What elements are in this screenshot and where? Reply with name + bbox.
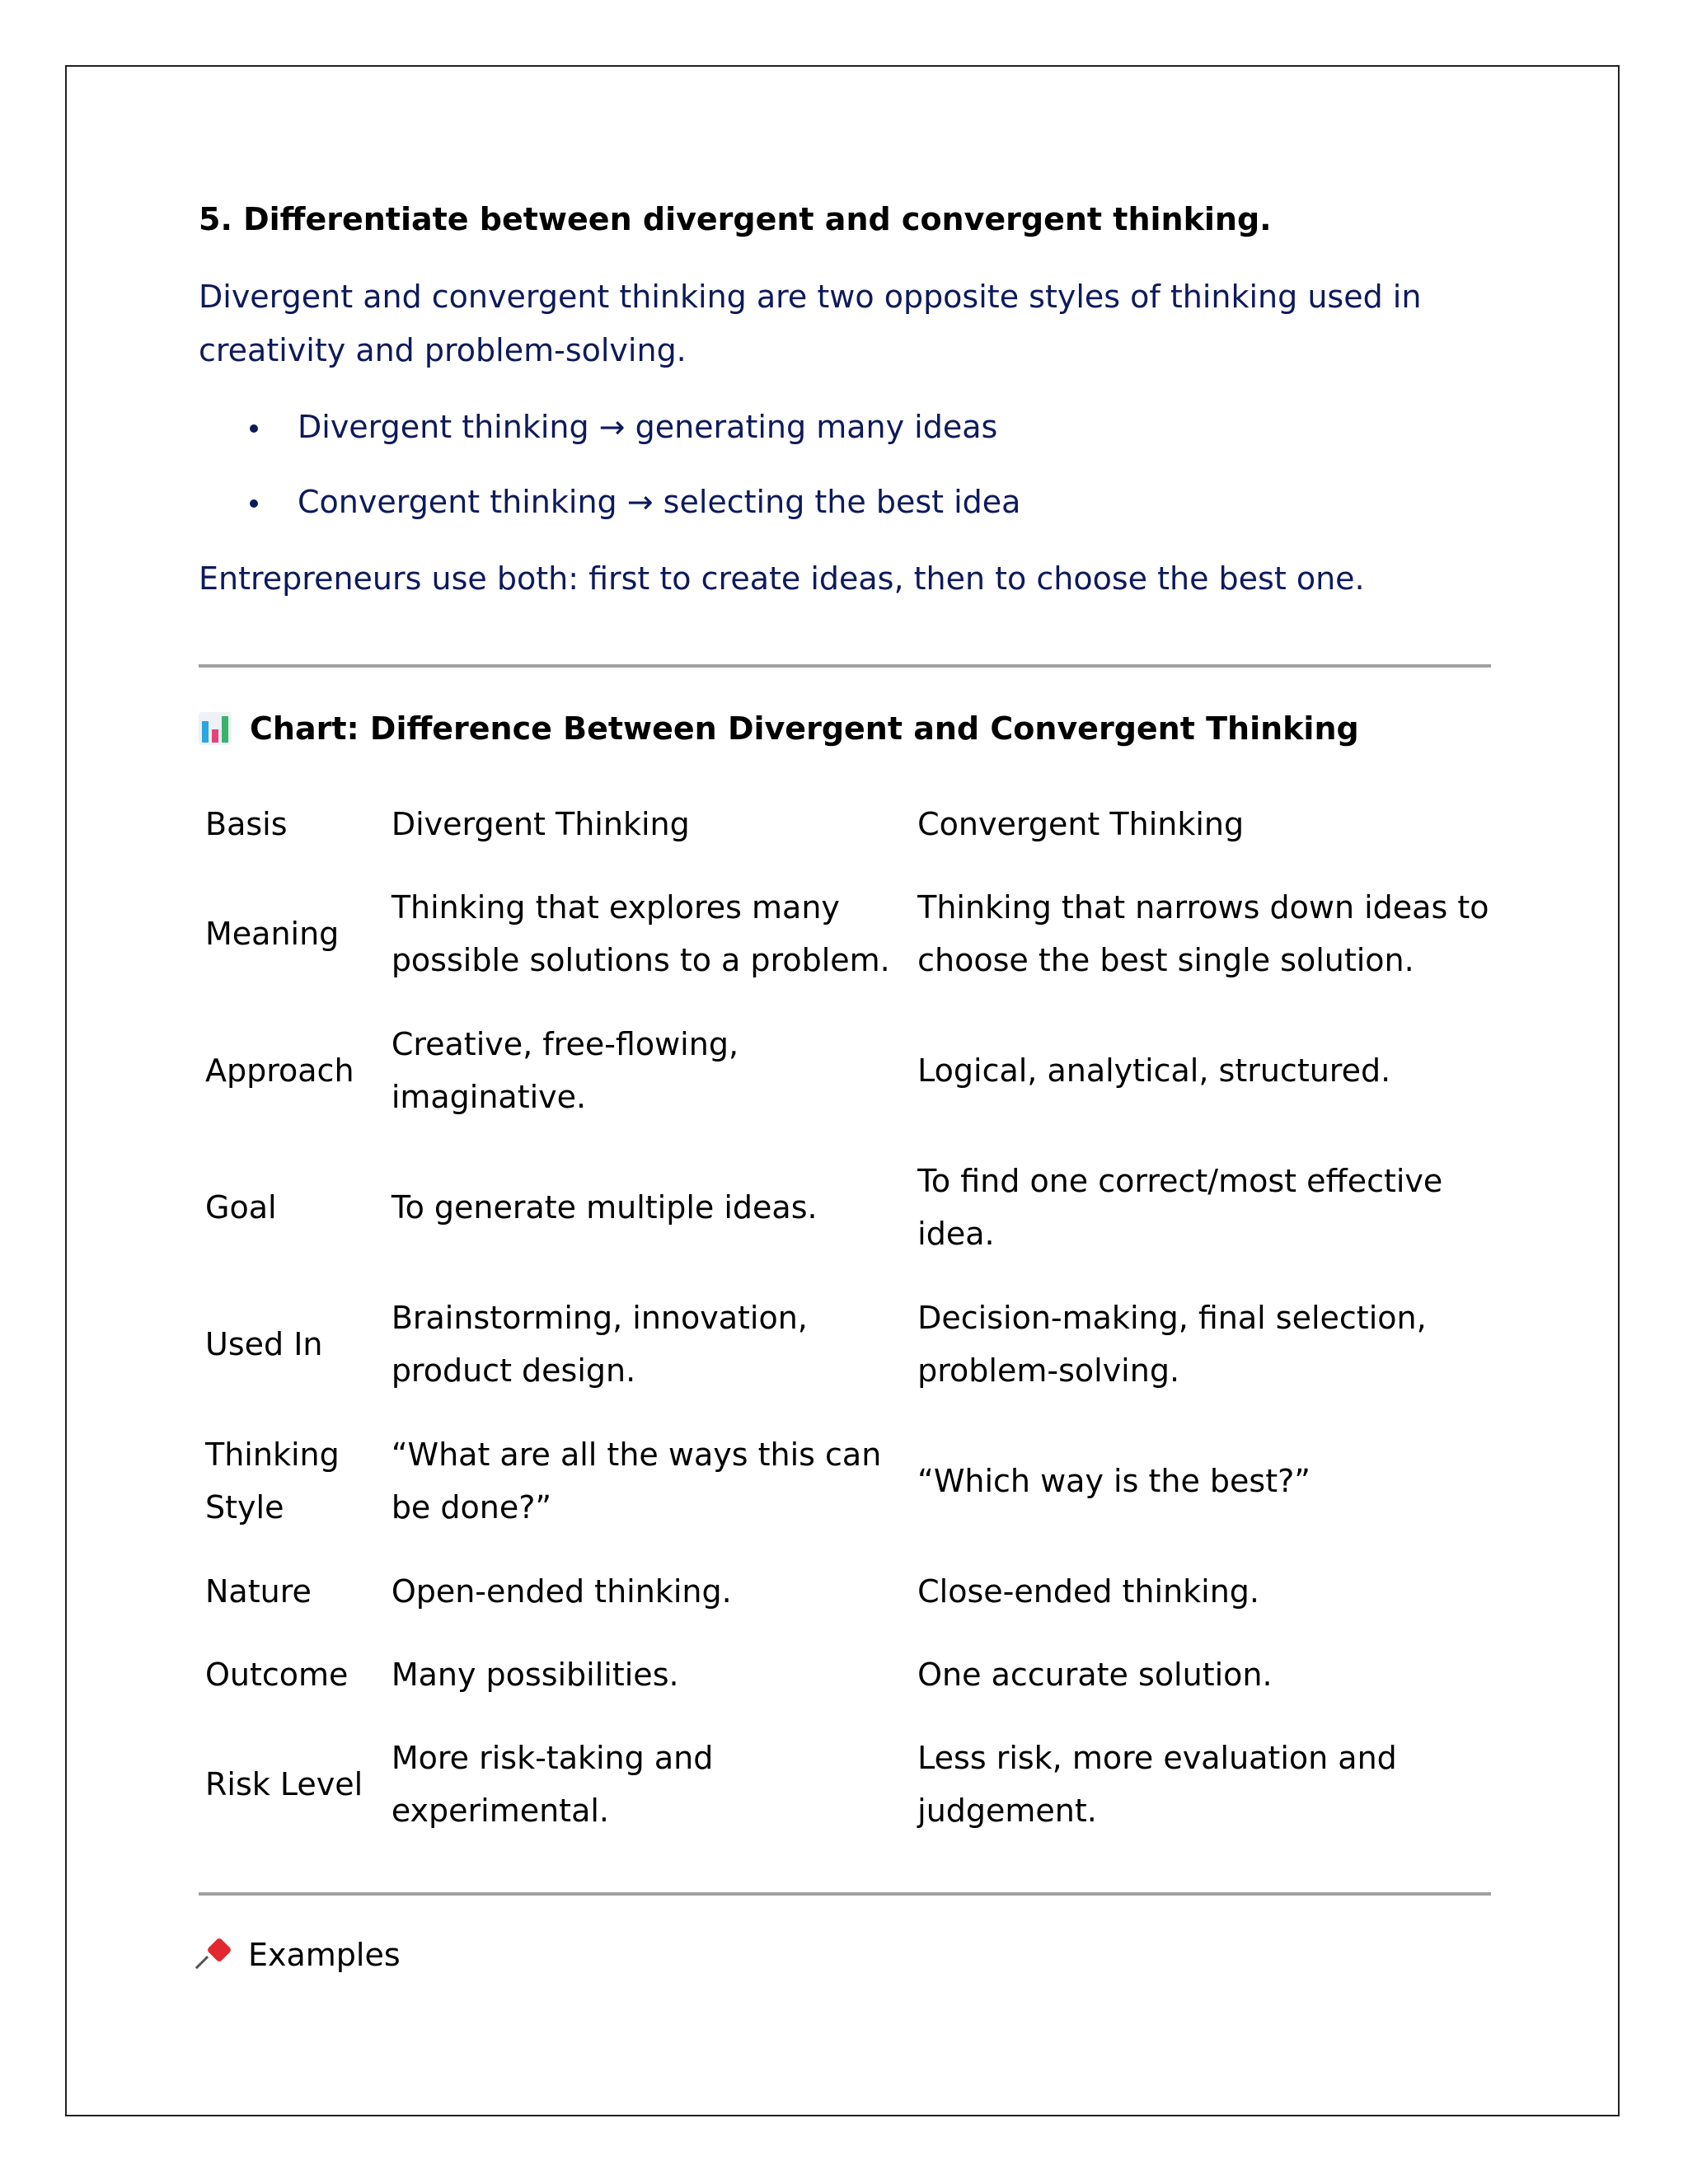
table-cell: Used In: [205, 1326, 323, 1362]
pushpin-icon: [199, 1939, 232, 1972]
table-row: [199, 1633, 1493, 1716]
table-row: [199, 1276, 1493, 1413]
table-cell: To generate multiple ideas.: [391, 1189, 818, 1226]
table-row: [199, 1549, 1493, 1633]
intro-paragraph: Divergent and convergent thinking are two opposite styles of thinking used in creativity and problem-solving.: [199, 279, 1422, 368]
table-cell: Decision-making, final selection, problem-solving.: [917, 1300, 1427, 1389]
table-cell: More risk-taking and experimental.: [391, 1740, 714, 1829]
table-cell: Thinking that explores many possible solutions to a problem.: [391, 889, 890, 978]
header-cell: Basis: [205, 806, 288, 842]
closing-paragraph: Entrepreneurs use both: first to create ideas, then to choose the best one.: [199, 560, 1365, 597]
table-cell: Creative, free-flowing, imaginative.: [391, 1026, 739, 1115]
table-row: [199, 1002, 1493, 1139]
divider: [199, 664, 1491, 668]
table-cell: Brainstorming, innovation, product design.: [391, 1300, 808, 1389]
table-cell: Many possibilities.: [391, 1656, 679, 1693]
comparison-table: [199, 783, 1493, 1853]
table-row: [199, 865, 1493, 1002]
list-item: Divergent thinking → generating many ideas: [199, 401, 1020, 454]
table-cell: Thinking that narrows down ideas to choose the best single solution.: [917, 889, 1489, 978]
table-cell: Goal: [205, 1189, 277, 1226]
divider: [199, 1892, 1491, 1896]
examples-label: Examples: [248, 1937, 401, 1973]
table-cell: Less risk, more evaluation and judgement.: [917, 1740, 1397, 1829]
table-cell: Close-ended thinking.: [917, 1572, 1260, 1610]
list-item: Convergent thinking → selecting the best idea: [199, 476, 1020, 529]
table-cell: Thinking Style: [205, 1436, 340, 1526]
table-cell: Risk Level: [205, 1766, 363, 1802]
table-cell: One accurate solution.: [917, 1656, 1273, 1693]
table-cell: Meaning: [205, 916, 340, 952]
table-row: [199, 1716, 1493, 1853]
chart-title: [199, 710, 1359, 747]
question-heading: 5. Differentiate between divergent and convergent thinking.: [199, 201, 1272, 237]
examples-heading: [199, 1929, 401, 1982]
table-cell: Approach: [205, 1052, 354, 1089]
header-cell: Divergent Thinking: [391, 806, 690, 842]
bullet-list: [199, 401, 1020, 551]
table-cell: Logical, analytical, structured.: [917, 1052, 1391, 1089]
chart-title-text: Chart: Difference Between Divergent and Convergent Thinking: [250, 710, 1359, 747]
table-cell: “Which way is the best?”: [917, 1463, 1311, 1499]
table-cell: Nature: [205, 1572, 312, 1610]
table-header-row: [199, 783, 1493, 865]
table-row: [199, 1139, 1493, 1276]
header-cell: Convergent Thinking: [917, 806, 1245, 842]
bar-chart-icon: [199, 712, 232, 745]
table-cell: To find one correct/most effective idea.: [917, 1163, 1443, 1252]
table-cell: Open-ended thinking.: [391, 1572, 732, 1610]
table-cell: Outcome: [205, 1656, 349, 1693]
table-cell: “What are all the ways this can be done?”: [391, 1436, 882, 1526]
table-row: [199, 1413, 1493, 1549]
